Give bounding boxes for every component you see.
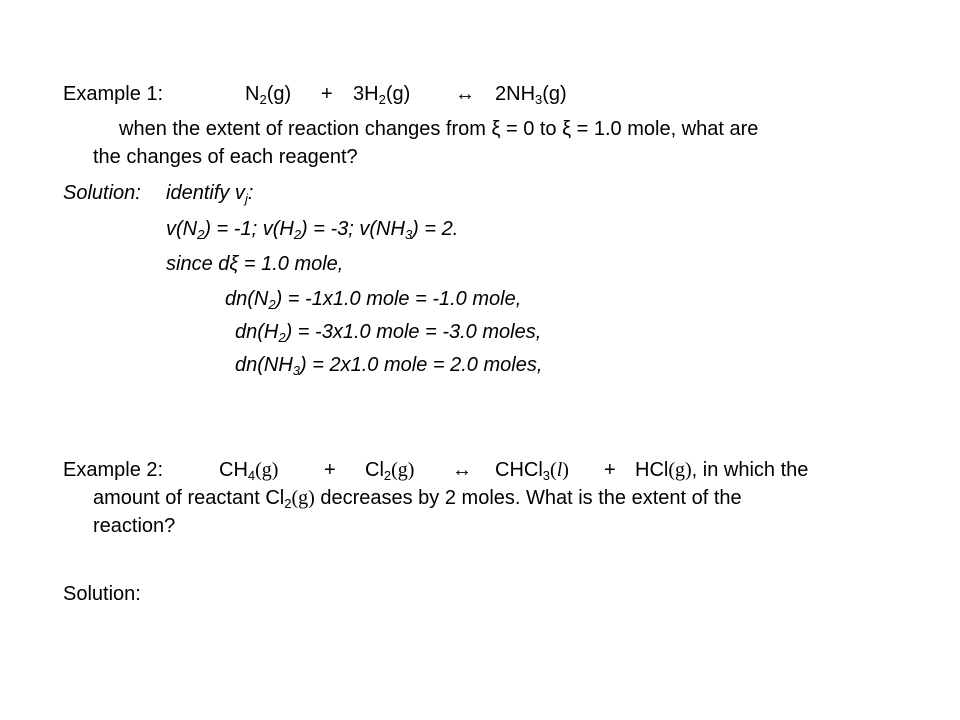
reactant-cl2: $Cl_2(g)$ (365, 459, 415, 483)
product-nh3: $2NH_3(g)$ (495, 83, 567, 107)
example1-equation: $N_2(g)$ (245, 83, 292, 107)
reactant-ch4: $CH_4(g)$ (219, 459, 279, 483)
example2-label: Example 2: (63, 459, 164, 481)
plus-sign: + (604, 459, 616, 481)
product-chcl3: CHCl$_3$(l) (495, 459, 569, 483)
plus-sign: + (324, 459, 336, 481)
example2-line3: reaction? (93, 515, 176, 537)
identify-line: identify $v_j$: (166, 182, 254, 206)
reactant-h2: $3H_2(g)$ (353, 83, 411, 107)
example2-solution-label: Solution: (63, 583, 141, 605)
dn-nh3-line: $dn(NH_3) = 2x1.0$ mole = 2.0 moles, (235, 354, 543, 378)
product-hcl: HCl(g), in which the (635, 459, 809, 481)
dn-n2-line: $dn(N_2) = -1x1.0$ mole = -1.0 mole, (225, 288, 522, 312)
example1-heading (63, 83, 567, 107)
equilibrium-arrow-icon: ↔ (455, 83, 475, 105)
example1-question-line1: when the extent of reaction changes from ξ = 0 to ξ = 1.0 mole, what are (119, 118, 759, 140)
example2-heading (63, 459, 809, 483)
stoichiometric-coefficients: $v(N_2) = -1$; $v(H_2) = -3$; $v(NH_3) = 2$. (166, 218, 459, 242)
example2-line2: amount of reactant $Cl_2(g)$ decreases by 2 moles. What is the extent of the (93, 487, 742, 511)
equilibrium-arrow-icon: ↔ (452, 459, 472, 481)
since-line: since dξ = 1.0 mole, (166, 253, 344, 275)
plus-sign: + (321, 83, 333, 105)
example1-label: Example 1: (63, 83, 164, 105)
dn-h2-line: $dn(H_2) = -3x1.0$ mole = -3.0 moles, (235, 321, 542, 345)
example1-question-line2: the changes of each reagent? (93, 146, 358, 168)
example1-solution-label: Solution: (63, 182, 141, 204)
